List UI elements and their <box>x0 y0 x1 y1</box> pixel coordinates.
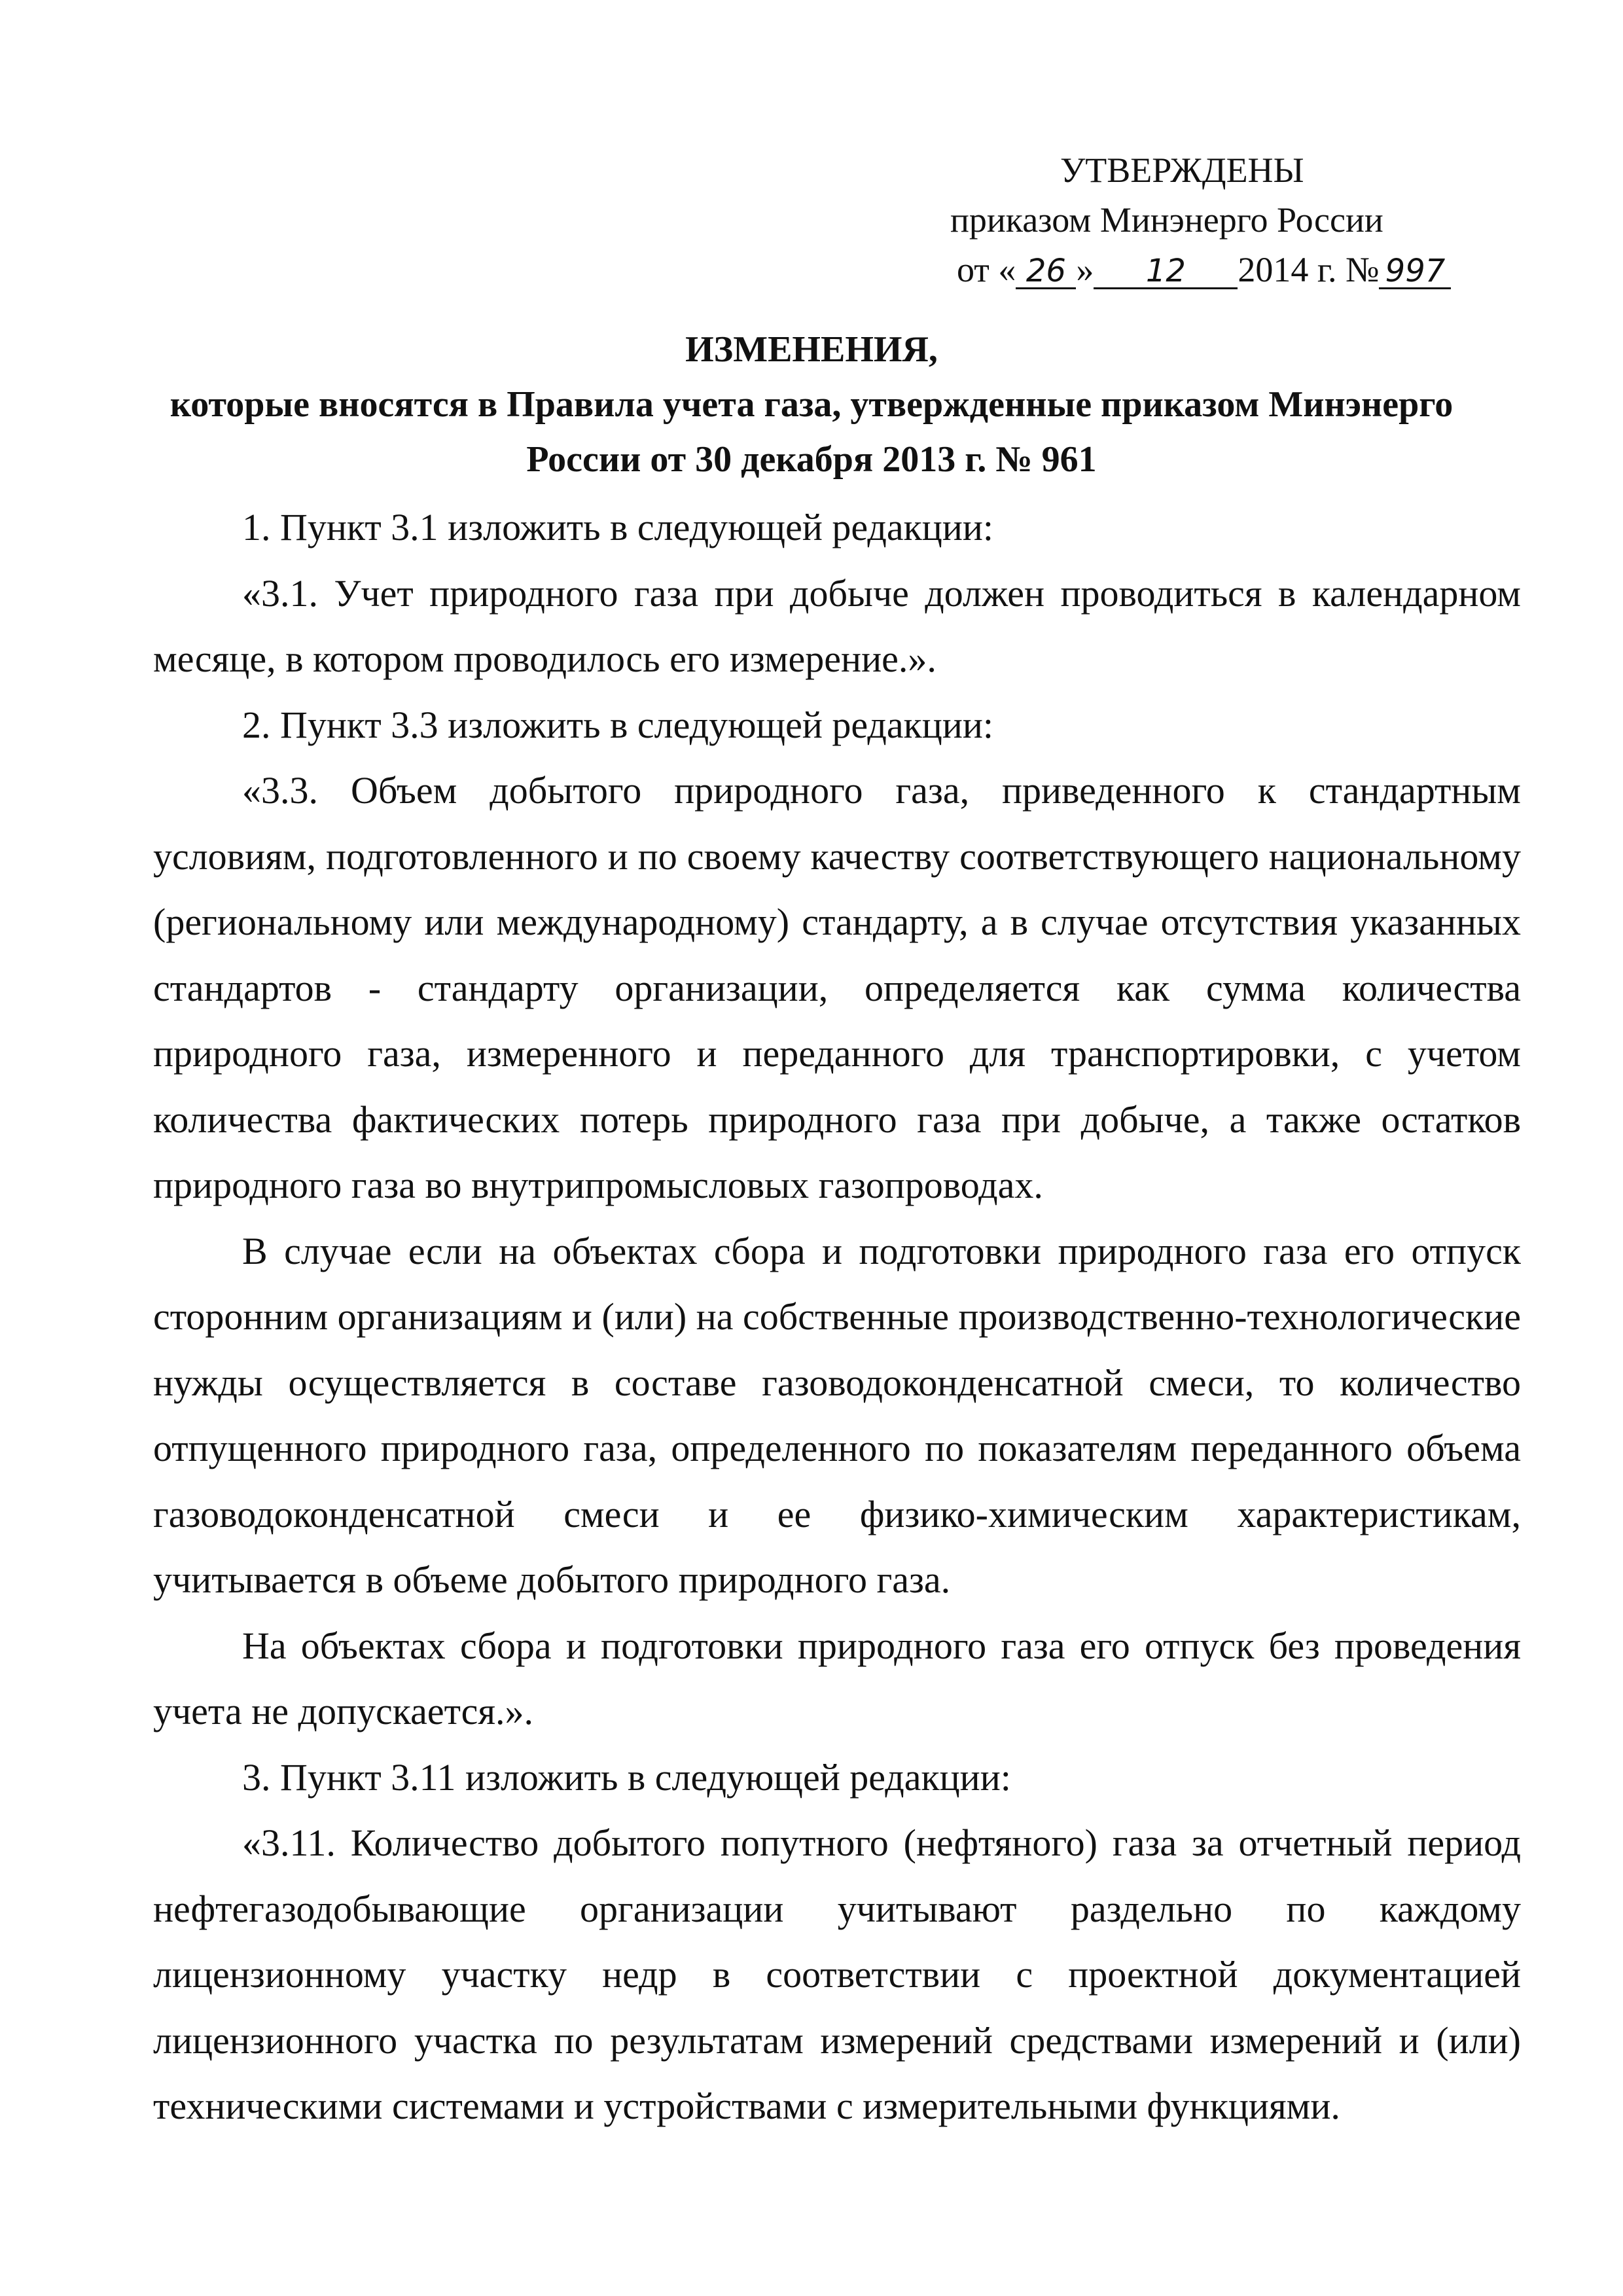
handwritten-day: 26 <box>1016 255 1076 289</box>
date-day-close: » <box>1076 250 1094 289</box>
heading-subtitle-line-1: которые вносятся в Правила учета газа, утвержденные приказом Минэнерго <box>169 384 1454 425</box>
paragraph: 2. Пункт 3.3 изложить в следующей редакции: <box>242 703 994 746</box>
approval-date-line <box>957 245 1451 295</box>
approval-order-line: приказом Минэнерго России <box>950 200 1383 240</box>
paragraph: 3. Пункт 3.11 изложить в следующей редакции: <box>242 1755 1011 1799</box>
handwritten-order-number: 997 <box>1379 255 1451 289</box>
document-heading <box>131 322 1492 487</box>
date-prefix: от « <box>957 250 1016 289</box>
paragraph: «3.3. Объем добытого природного газа, приведенного к стандартным условиям, подготовленного и по своему качеству соответствующего национальному (региональному или международному) стандарту, а в случае отсутствия указанных стандартов - стандарту организации, определяется как сумма количества природного газа, измеренного и переданного для транспортировки, с учетом количества фактических потерь природного газа при добыче, а также остатков природного газа во внутрипромысловых газопроводах. <box>153 769 1521 1206</box>
document-body <box>153 495 1521 2140</box>
heading-subtitle-line-2: России от 30 декабря 2013 г. № 961 <box>526 439 1097 480</box>
paragraph: «3.1. Учет природного газа при добыче должен проводиться в календарном месяце, в котором проводилось его измерение.». <box>153 571 1521 680</box>
paragraph: «3.11. Количество добытого попутного (нефтяного) газа за отчетный период нефтегазодобывающие организации учитывают раздельно по каждому лицензионному участку недр в соответствии с проектной документацией лицензионного участка по результатам измерений средствами измерений и (или) техническими системами и устройствами с измерительными функциями. <box>153 1821 1521 2127</box>
paragraph: 1. Пункт 3.1 изложить в следующей редакции: <box>242 506 994 548</box>
handwritten-month: 12 <box>1094 255 1238 289</box>
date-year-text: 2014 г. № <box>1238 250 1380 289</box>
paragraph: На объектах сбора и подготовки природного газа его отпуск без проведения учета не допускается.». <box>153 1624 1521 1732</box>
heading-title: ИЗМЕНЕНИЯ, <box>685 329 938 370</box>
approved-label: УТВЕРЖДЕНЫ <box>1060 151 1304 190</box>
paragraph: В случае если на объектах сбора и подготовки природного газа его отпуск сторонним организациям и (или) на собственные производственно-технологические нужды осуществляется в составе газоводоконденсатной смеси, то количество отпущенного природного газа, определенного по показателям переданного объема газоводоконденсатной смеси и ее физико-химическим характеристикам, учитывается в объеме добытого природного газа. <box>153 1229 1521 1601</box>
